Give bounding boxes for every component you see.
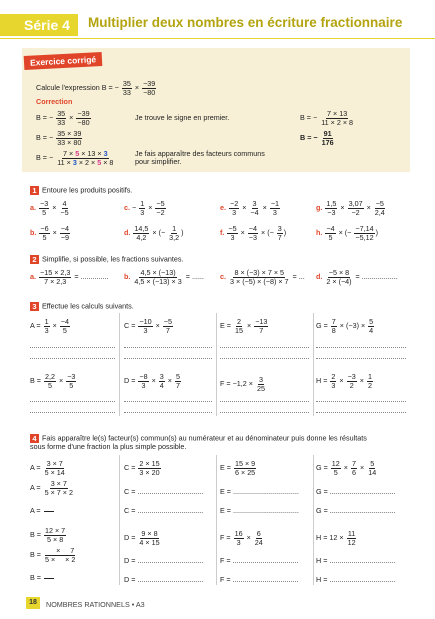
ex4-F-line-2[interactable]: F = .................................: [220, 575, 299, 584]
ex2-c[interactable]: c. $\frac{8 \times (-3) \times 7 \times 5}{3 \times (-5) \times (-8) \times 7}$ = ...: [220, 268, 305, 286]
ex3-col-divider-1: [119, 313, 120, 416]
ex1-f[interactable]: f. $\frac{-5}{3}$ × $\frac{-4}{-3}$ × (− $\frac{3}{7}$ ): [220, 224, 287, 242]
header-rule: [0, 38, 435, 39]
ex1-number: 1: [30, 186, 39, 195]
correction-right-2: B = − $\frac{91}{176}$: [300, 129, 334, 147]
page-header: [0, 0, 435, 42]
answer-line[interactable]: [220, 401, 309, 402]
ex4-col-divider-2: [216, 455, 217, 585]
correction-step-1-text: Je trouve le signe en premier.: [135, 113, 230, 122]
ex1-a[interactable]: a. $\frac{-3}{5}$ × $\frac{4}{-5}$: [30, 199, 69, 217]
ex3-col-divider-3: [313, 313, 314, 416]
ex3-number: 3: [30, 302, 39, 311]
ex4-F-line-1[interactable]: F = .................................: [220, 556, 299, 565]
result-denominator: 176: [321, 137, 334, 147]
answer-line[interactable]: [124, 347, 212, 348]
ex4-col-divider-1: [119, 455, 120, 585]
ex4-number: 4: [30, 434, 39, 443]
example-statement: Calcule l'expression B = − $\frac{35}{33}$ × $\frac{-39}{-80}$: [36, 79, 156, 97]
ex4-instruction-1: Fais apparaître le(s) facteur(s) commun(s) au numérateur et au dénominateur puis donne les résultats: [42, 433, 367, 443]
ex3-G[interactable]: G = $\frac{7}{8}$ × (−3) × $\frac{5}{4}$: [316, 317, 374, 335]
ex2-a[interactable]: a. $\frac{-15 \times 2,3}{7 \times 2,3}$ = ..............: [30, 268, 109, 286]
answer-line[interactable]: [30, 412, 115, 413]
ex3-E[interactable]: E = $\frac{2}{15}$ × $\frac{-13}{7}$: [220, 317, 268, 335]
ex3-F[interactable]: F = −1,2 × $\frac{3}{25}$: [220, 375, 265, 393]
ex4-D-line-2[interactable]: D = .................................: [124, 575, 204, 584]
ex2-d[interactable]: d. $\frac{-5 \times 8}{2 \times (-4)}$ = ..................: [316, 268, 398, 286]
correction-step-3: B = − $\frac{7 \times 5 \times 13 \times 3}{11 \times 3 \times 2 \times 5 \times 8}$: [36, 149, 114, 167]
ex4-G[interactable]: G = $\frac{12}{5}$ × $\frac{7}{6}$ × $\frac{5}{14}$: [316, 459, 377, 477]
page-number: 18: [29, 599, 37, 606]
ex4-C-line-1[interactable]: C = .................................: [124, 487, 204, 496]
ex3-instruction: Effectue les calculs suivants.: [42, 301, 134, 311]
answer-line[interactable]: [30, 401, 115, 402]
ex3-heading: [30, 302, 134, 311]
answer-line[interactable]: [316, 412, 406, 413]
correction-step-1: B = − $\frac{35}{33}$ × $\frac{-39}{-80}$: [36, 109, 90, 127]
ex1-d[interactable]: d. $\frac{14,5}{4,2}$ × (− $\frac{1}{3,2}$ ): [124, 224, 184, 242]
ex2-number: 2: [30, 255, 39, 264]
ex4-B-result[interactable]: B =: [30, 570, 55, 586]
serie-label: Série 4: [24, 17, 70, 33]
answer-line[interactable]: [30, 347, 115, 348]
ex4-A-step[interactable]: A = $\frac{3 \times 7}{5 \times 7 \times 2}$: [30, 479, 73, 497]
answer-line[interactable]: [220, 412, 309, 413]
answer-line[interactable]: [220, 358, 309, 359]
ex2-b[interactable]: b. $\frac{4,5 \times (-13)}{4,5 \times (-13) \times 3}$ = ......: [124, 268, 204, 286]
ex4-G-line-1[interactable]: G = .................................: [316, 487, 396, 496]
ex4-C-line-2[interactable]: C = .................................: [124, 506, 204, 515]
ex4-H-line-2[interactable]: H = .................................: [316, 575, 396, 584]
ex4-E-line-1[interactable]: E = .................................: [220, 487, 299, 496]
ex4-E-line-2[interactable]: E = .................................: [220, 506, 299, 515]
ex4-D-line-1[interactable]: D = .................................: [124, 556, 204, 565]
serie-badge: [0, 14, 78, 36]
ex2-instruction: Simplifie, si possible, les fractions suivantes.: [42, 254, 184, 264]
ex3-H[interactable]: H = $\frac{2}{3}$ × $\frac{-3}{2}$ × $\frac{1}{2}$: [316, 372, 372, 390]
ex1-e[interactable]: e. $\frac{-2}{3}$ × $\frac{3}{-4}$ × $\frac{-1}{3}$: [220, 199, 280, 217]
correction-step-3-text-2: pour simplifier.: [135, 157, 182, 166]
ex1-instruction: Entoure les produits positifs.: [42, 185, 133, 195]
result-numerator: 91: [323, 129, 332, 138]
ex4-A-result[interactable]: A =: [30, 503, 55, 519]
correction-step-2: B = − $\frac{35 \times 39}{33 \times 80}$: [36, 129, 82, 147]
answer-line[interactable]: [124, 412, 212, 413]
ex3-C[interactable]: C = $\frac{-10}{3}$ × $\frac{-5}{7}$: [124, 317, 172, 335]
ex4-H-line-1[interactable]: H = .................................: [316, 556, 396, 565]
ex1-c[interactable]: c. − $\frac{1}{3}$ × $\frac{-5}{-2}$: [124, 199, 165, 217]
ex1-b[interactable]: b. $\frac{-6}{5}$ × $\frac{-4}{-9}$: [30, 224, 69, 242]
ex4-E[interactable]: E = $\frac{15 \times 9}{6 \times 25}$: [220, 459, 256, 477]
ex4-instruction-2: sous forme d'une fraction la plus simple possible.: [30, 442, 187, 451]
correction-label: Correction: [36, 97, 73, 106]
ex4-B-step[interactable]: B = $\frac{\times 7}{5 \times \times 2}$: [30, 546, 76, 564]
ex4-D[interactable]: D = $\frac{9 \times 8}{4 \times 15}$: [124, 529, 160, 547]
ex3-B[interactable]: B = $\frac{2,2}{5}$ × $\frac{-3}{5}$: [30, 372, 76, 390]
page-number-badge: [26, 597, 40, 609]
example-statement-text: Calcule l'expression B = −: [36, 82, 119, 92]
ex4-C[interactable]: C = $\frac{2 \times 15}{3 \times 20}$: [124, 459, 160, 477]
ex1-heading: [30, 186, 132, 195]
answer-line[interactable]: [124, 358, 212, 359]
ex1-h[interactable]: h. $\frac{-4}{5}$ × (− $\frac{-7,14}{-5,12}$ ): [316, 224, 378, 242]
answer-line[interactable]: [316, 401, 406, 402]
ex4-H[interactable]: H = 12 × $\frac{11}{12}$: [316, 529, 356, 547]
ex2-heading: [30, 255, 183, 264]
page-title: Multiplier deux nombres en écriture fractionnaire: [88, 15, 403, 30]
ex4-F[interactable]: F = $\frac{16}{3}$ × $\frac{6}{24}$: [220, 529, 263, 547]
footer-text: NOMBRES RATIONNELS • A3: [46, 600, 145, 609]
answer-line[interactable]: [30, 358, 115, 359]
ex3-col-divider-2: [216, 313, 217, 416]
ex3-D[interactable]: D = $\frac{-8}{3}$ × $\frac{3}{4}$ × $\frac{5}{7}$: [124, 372, 180, 390]
answer-line[interactable]: [316, 358, 406, 359]
ex4-G-line-2[interactable]: G = .................................: [316, 506, 396, 515]
ex3-A[interactable]: A = $\frac{1}{3}$ × $\frac{-4}{5}$: [30, 317, 69, 335]
answer-line[interactable]: [124, 401, 212, 402]
correction-step-3-text-1: Je fais apparaître des facteurs communs: [135, 149, 265, 158]
answer-line[interactable]: [220, 347, 309, 348]
ex4-A[interactable]: A = $\frac{3 \times 7}{5 \times 14}$: [30, 459, 65, 477]
ex1-g[interactable]: g. $\frac{1,5}{-3}$ × $\frac{3,07}{-2}$ × $\frac{-5}{2,4}$: [316, 199, 385, 217]
correction-right-1: B = − $\frac{7 \times 13}{11 \times 2 \times 8}$: [300, 109, 354, 127]
answer-line[interactable]: [316, 347, 406, 348]
ex4-col-divider-3: [313, 455, 314, 585]
worked-example-tab: Exercice corrigé: [24, 52, 103, 70]
ex4-B[interactable]: B = $\frac{12 \times 7}{5 \times 8}$: [30, 526, 66, 544]
